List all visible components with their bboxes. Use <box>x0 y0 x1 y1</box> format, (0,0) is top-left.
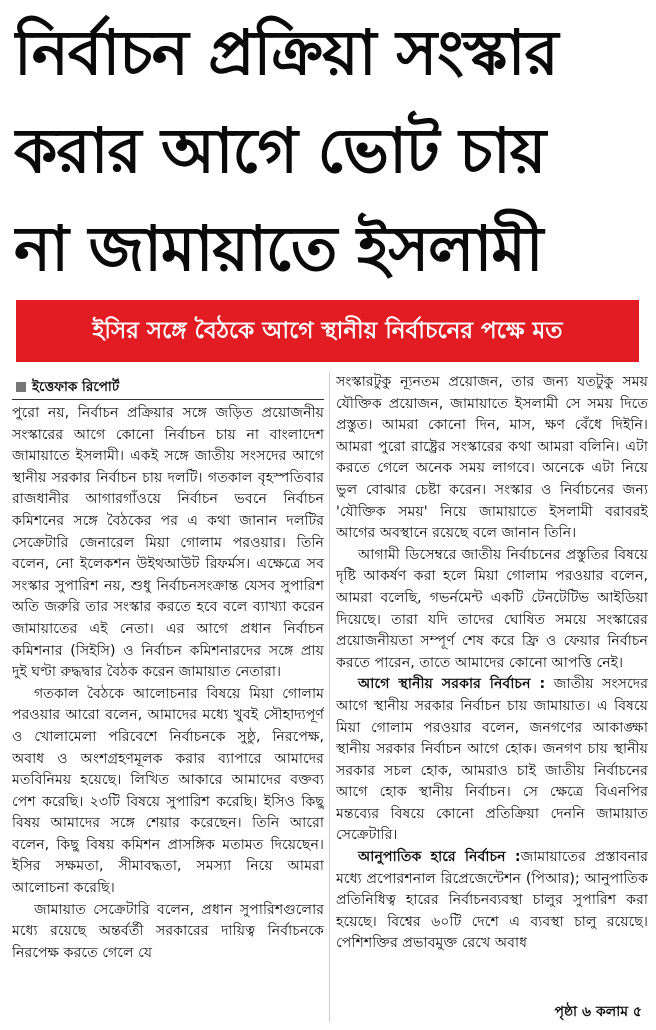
headline-line-1: নির্বাচন প্রক্রিয়া সংস্কার <box>14 16 558 89</box>
paragraph: জামায়াত সেক্রেটারি বলেন, প্রধান সুপারিশগুলোর মধ্যে রয়েছে অন্তর্বর্তী সরকারের দায়িত্ব নির্বাচনকে নিরপেক্ষ করতে গেলে যে <box>12 901 324 961</box>
byline-rule <box>12 399 324 400</box>
square-bullet-icon <box>16 382 26 392</box>
continuation-note: পৃষ্ঠা ৬ কলাম ৫ <box>548 1000 642 1024</box>
headline-line-3: না জামায়াতে ইসলামী <box>14 212 543 285</box>
byline <box>16 376 324 398</box>
paragraph-text: জামায়াতের প্রস্তাবনার মধ্যে প্রপোরশনাল রিপ্রেজেন্টেশন (পিআর); আনুপাতিক প্রতিনিধিত্ব হারের নির্বাচনব্যবস্থা চালুর সুপারিশ করা হয়েছে। বিশ্বের ৬০টি দেশে এ ব্যবস্থা চালু রয়েছে। পেশিশক্তির প্রভাবমুক্ত রেখে অবাধ <box>336 849 648 952</box>
paragraph: পুরো নয়, নির্বাচন প্রক্রিয়ার সঙ্গে জড়িত প্রয়োজনীয় সংস্কারের আগে কোনো নির্বাচন চায় না বাংলাদেশ জামায়াতে ইসলামী। একই সঙ্গে জাতীয় সংসদের আগে স্থানীয় সরকার নির্বাচন চায় দলটি। গতকাল বৃহস্পতিবার রাজধানীর আগারগাঁওয়ে নির্বাচন ভবনে নির্বাচন কমিশনের সঙ্গে বৈঠকের পর এ কথা জানান দলটির সেক্রেটারি জেনারেল মিয়া গোলাম পরওয়ার। তিনি বলেন, নো ইলেকশন উইথআউট রিফর্মস। এক্ষেত্রে সব সংস্কার সুপারিশ নয়, শুধু নির্বাচনসংক্রান্ত যেসব সুপারিশ অতি জরুরি তার সংস্কার করতে হবে বলে ব্যাখ্যা করেন জামায়াতের এই নেতা। এর আগে প্রধান নির্বাচন কমিশনার (সিইসি) ও নির্বাচন কমিশনারদের সঙ্গে প্রায় দুই ঘণ্টা রুদ্ধদ্বার বৈঠক করেন জামায়াত নেতারা। <box>12 405 324 681</box>
subheading-proportional: আনুপাতিক হারে নির্বাচন : <box>358 849 521 866</box>
reporter-name: ইত্তেফাক রিপোর্ট <box>32 379 120 395</box>
paragraph-proportional <box>336 847 648 955</box>
paragraph: গতকাল বৈঠকে আলোচনার বিষয়ে মিয়া গোলাম পরওয়ার আরো বলেন, আমাদের মধ্যে খুবই সৌহাদ্যপূর্ণ ও খোলামেলা পরিবেশে নির্বাচনকে সুষ্ঠু, নিরপেক্ষ, অবাধ ও অংশগ্রহণমূলক করার ব্যাপারে আমাদের মতবিনিময় হয়েছে। লিখিত আকারে আমাদের বক্তব্য পেশ করেছি। ২৩টি বিষয়ে সুপারিশ করেছি। ইসিও কিছু বিষয় আমাদের সঙ্গে শেয়ার করেছেন। তিনি আরো বলেন, কিছু বিষয় কমিশন প্রাসঙ্গিক মতামত দিয়েছেন। ইসির সক্ষমতা, সীমাবদ্ধতা, সমস্যা নিয়ে আমরা আলোচনা করেছি। <box>12 685 324 897</box>
subheadline-banner: ইসির সঙ্গে বৈঠকে আগে স্থানীয় নির্বাচনের পক্ষে মত <box>16 300 639 362</box>
paragraph-local-election <box>336 674 648 847</box>
subheading-local-election: আগে স্থানীয় সরকার নির্বাচন : <box>358 676 546 693</box>
column-divider <box>329 372 330 1022</box>
article-column-left <box>12 376 324 1026</box>
paragraph-text: জাতীয় সংসদের আগে স্থানীয় সরকার নির্বাচন চায় জামায়াত। এ বিষয়ে মিয়া গোলাম পরওয়ার বলেন, জনগণের আকাঙ্ক্ষা স্থানীয় সরকার নির্বাচন আগে হোক। জনগণ চায় স্থানীয় সরকার সচল হোক, আমরাও চাই জাতীয় নির্বাচনের আগে হোক স্থানীয় নির্বাচন। সে ক্ষেত্রে বিএনপির মন্তব্যের বিষয়ে কোনো প্রতিক্রিয়া দেননি জামায়াত সেক্রেটারি। <box>336 676 648 844</box>
headline-line-2: করার আগে ভোট চায় <box>14 114 546 187</box>
paragraph: সংস্কারটুকু ন্যূনতম প্রয়োজন, তার জন্য যতটুকু সময় যৌক্তিক প্রয়োজন, জামায়াতে ইসলামী সে সময় দিতে প্রস্তুত। আমরা কোনো দিন, মাস, ক্ষণ বেঁধে দিইনি। আমরা পুরো রাষ্ট্রের সংস্কারের কথা আমরা বলিনি। এটা করতে গেলে অনেক সময় লাগবে। অনেকে এটা নিয়ে ভুল বোঝার চেষ্টা করেন। সংস্কার ও নির্বাচনের জন্য 'যৌক্তিক সময়' নিয়ে জামায়াতে ইসলামী বরাবরই আগের অবস্থানে রয়েছে বলে জানান তিনি। <box>336 374 648 542</box>
paragraph: আগামী ডিসেম্বরে জাতীয় নির্বাচনের প্রস্তুতির বিষয়ে দৃষ্টি আকর্ষণ করা হলে মিয়া গোলাম পরওয়ার বলেন, আমরা বলেছি, গভর্নমেন্ট একটি টেনটেটিভ আইডিয়া দিয়েছে। তারা যদি তাদের ঘোষিত সময়ে সংস্কারের প্রয়োজনীয়তা সম্পূর্ণ শেষ করে ফ্রি ও ফেয়ার নির্বাচন করতে পারেন, তাতে আমাদের কোনো আপত্তি নেই। <box>336 546 648 671</box>
article-column-right <box>336 372 648 1022</box>
headline <box>14 4 644 298</box>
